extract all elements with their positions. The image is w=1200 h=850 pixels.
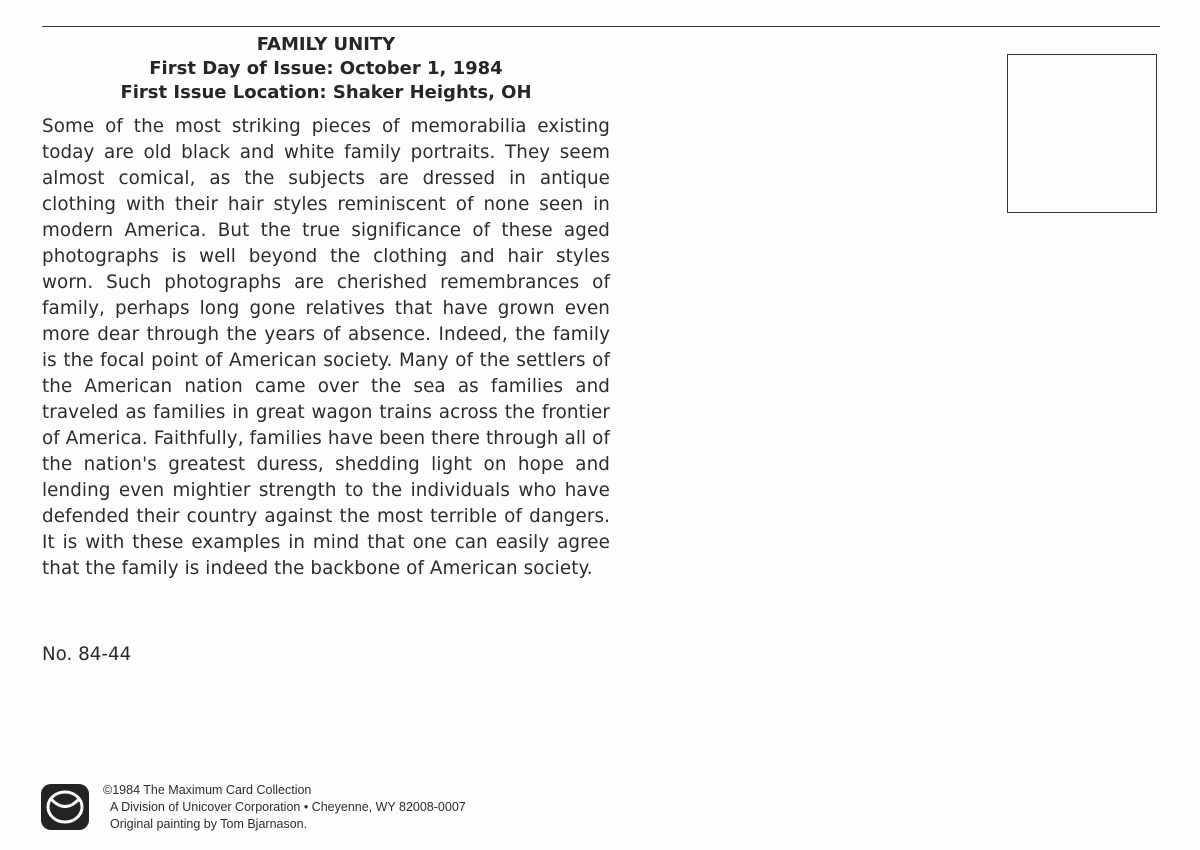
publisher-credits [103,782,466,833]
description-text: Some of the most striking pieces of memorabilia existing today are old black and white family portraits. They seem almost comical, as the subjects are dressed in antique clothing with their hair styles reminiscent of none seen in modern America. But the true significance of these aged photographs is well beyond the clothing and hair styles worn. Such photographs are cherished remembrances of family, perhaps long gone relatives that have grown even more dear through the years of absence. Indeed, the family is the focal point of American society. Many of the settlers of the American nation came over the sea as families and traveled as families in great wagon trains across the frontier of America. Faithfully, families have been there through all of the nation's greatest duress, shedding light on hope and lending even mightier strength to the individuals who have defended their country against the most terrible of dangers. It is with these examples in mind that one can easily agree that the family is indeed the backbone of American society. [42,116,610,579]
first-day-of-issue: First Day of Issue: October 1, 1984 [149,58,503,79]
painting-credit: Original painting by Tom Bjarnason. [110,817,308,831]
unicover-logo-icon [41,784,89,830]
card-number: No. 84-44 [42,644,132,665]
copyright-line: ©1984 The Maximum Card Collection [103,783,312,797]
first-issue-location: First Issue Location: Shaker Heights, OH [120,82,532,103]
card-title: FAMILY UNITY [256,34,396,55]
heading-block [42,33,610,105]
stamp-placement-box [1007,54,1157,213]
top-divider [42,26,1160,27]
division-line: A Division of Unicover Corporation • Cheyenne, WY 82008-0007 [110,800,466,814]
